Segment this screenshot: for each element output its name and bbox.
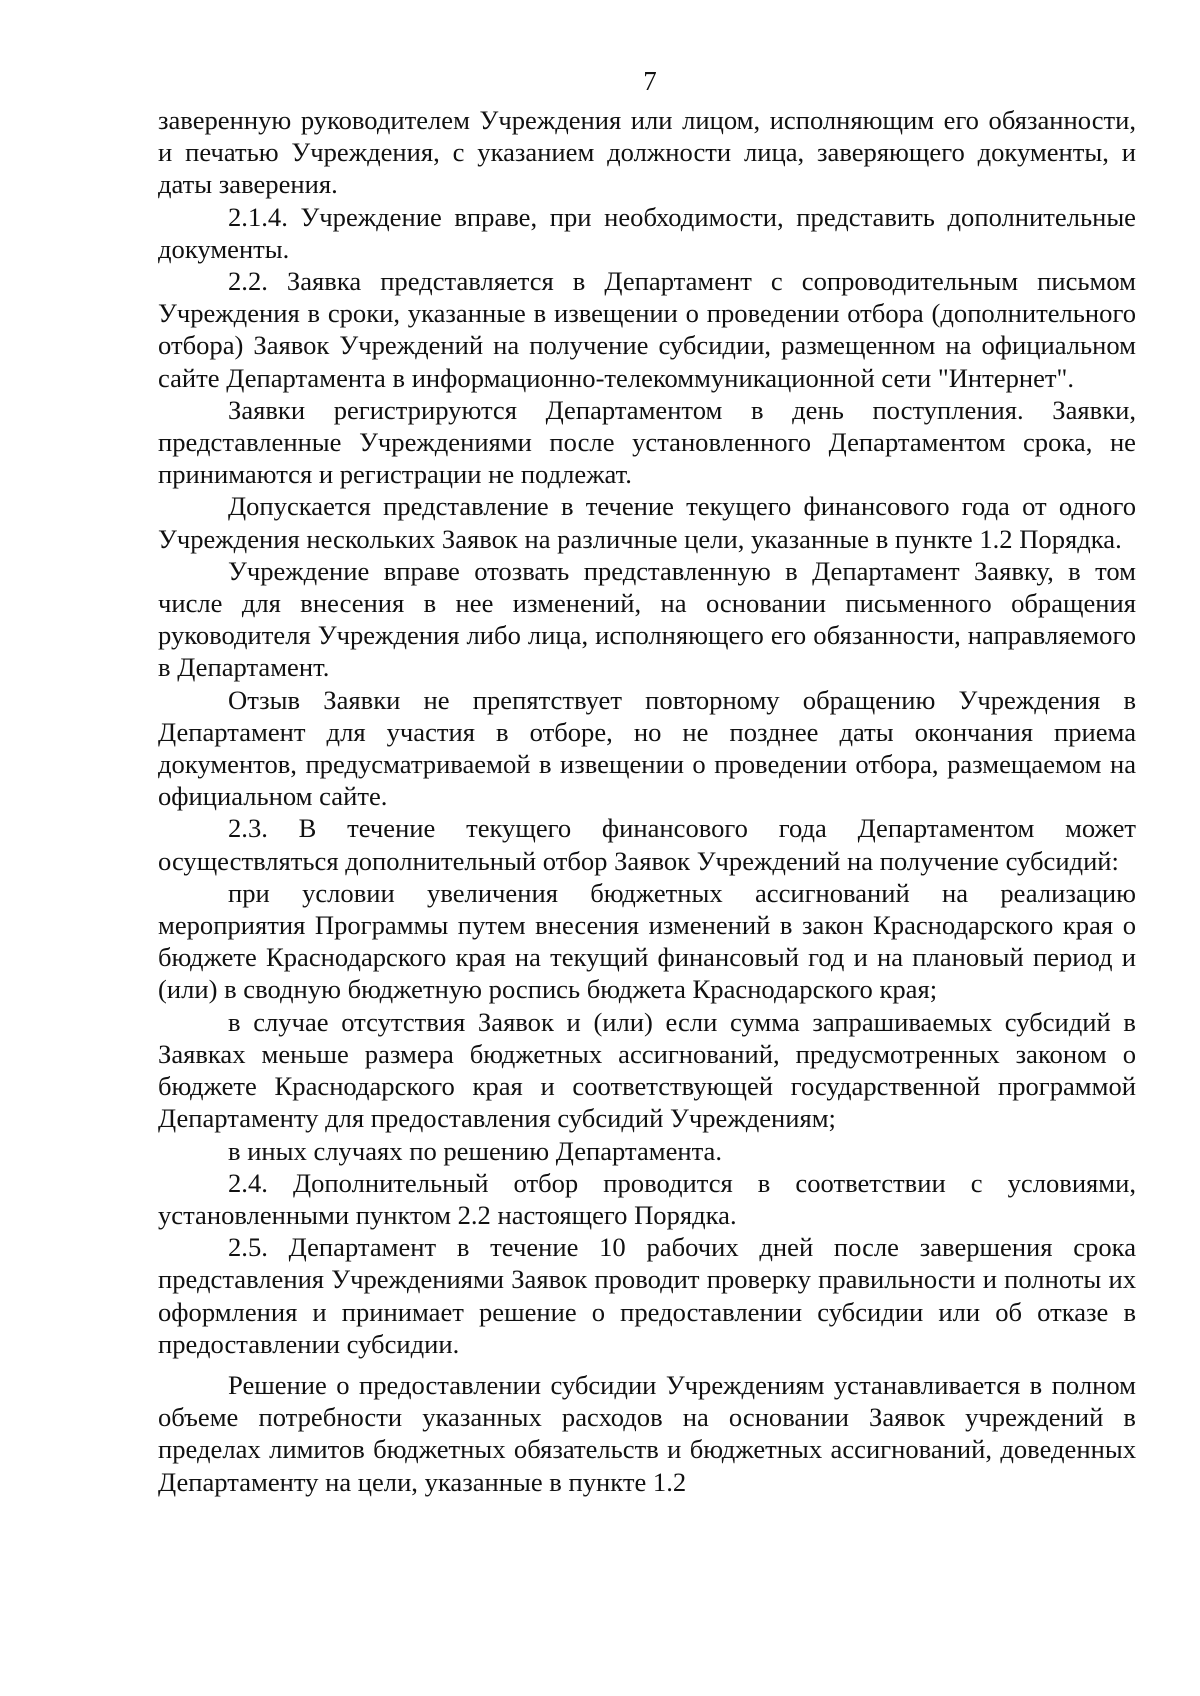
paragraph: Решение о предоставлении субсидии Учреждениям устанавливается в полном объеме потребности указанных расходов на основании Заявок учреждений в пределах лимитов бюджетных обязательств и бюджетных ассигнований, доведенных Департаменту на цели, указанные в пункте 1.2 bbox=[158, 1369, 1136, 1497]
paragraph: 2.1.4. Учреждение вправе, при необходимости, представить дополнительные документы. bbox=[158, 201, 1136, 264]
paragraph: 2.5. Департамент в течение 10 рабочих дней после завершения срока представления Учреждениями Заявок проводит проверку правильности и полноты их оформления и принимает решение о предоставлении субсидии или об отказе в предоставлении субсидии. bbox=[158, 1232, 1136, 1359]
paragraph: заверенную руководителем Учреждения или лицом, исполняющим его обязанности, и печатью Учреждения, с указанием должности лица, заверяющего документы, и даты заверения. bbox=[158, 105, 1136, 200]
paragraph: Допускается представление в течение текущего финансового года от одного Учреждения нескольких Заявок на различные цели, указанные в пункте 1.2 Порядка. bbox=[158, 491, 1136, 554]
paragraph: Учреждение вправе отозвать представленную в Департамент Заявку, в том числе для внесения в нее изменений, на основании письменного обращения руководителя Учреждения либо лица, исполняющего его обязанности, направляемого в Департамент. bbox=[158, 555, 1136, 683]
paragraph: Заявки регистрируются Департаментом в день поступления. Заявки, представленные Учреждениями после установленного Департаментом срока, не принимаются и регистрации не подлежат. bbox=[158, 394, 1136, 490]
paragraph: в случае отсутствия Заявок и (или) если сумма запрашиваемых субсидий в Заявках меньше размера бюджетных ассигнований, предусмотренных законом о бюджете Краснодарского края и соответствующей государственной программой Департаменту для предоставления субсидий Учреждениям; bbox=[158, 1006, 1136, 1134]
paragraph: Отзыв Заявки не препятствует повторному обращению Учреждения в Департамент для участия в отборе, но не позднее даты окончания приема документов, предусматриваемой в извещении о проведении отбора, размещаемом на официальном сайте. bbox=[158, 684, 1136, 812]
paragraph: 2.4. Дополнительный отбор проводится в соответствии с условиями, установленными пунктом 2.2 настоящего Порядка. bbox=[158, 1167, 1136, 1230]
document-body bbox=[158, 104, 1136, 1498]
page-number: 7 bbox=[643, 66, 657, 96]
paragraph: при условии увеличения бюджетных ассигнований на реализацию мероприятия Программы путем внесения изменений в закон Краснодарского края о бюджете Краснодарского края на текущий финансовый год и на плановый период и (или) в сводную бюджетную роспись бюджета Краснодарского края; bbox=[158, 877, 1136, 1005]
paragraph: в иных случаях по решению Департамента. bbox=[228, 1135, 723, 1166]
paragraph: 2.2. Заявка представляется в Департамент с сопроводительным письмом Учреждения в сроки, указанные в извещении о проведении отбора (дополнительного отбора) Заявок Учреждений на получение субсидии, размещенном на официальном сайте Департамента в информационно-телекоммуникационной сети "Интернет". bbox=[158, 266, 1136, 393]
paragraph: 2.3. В течение текущего финансового года Департаментом может осуществляться дополнительный отбор Заявок Учреждений на получение субсидий: bbox=[158, 813, 1136, 876]
